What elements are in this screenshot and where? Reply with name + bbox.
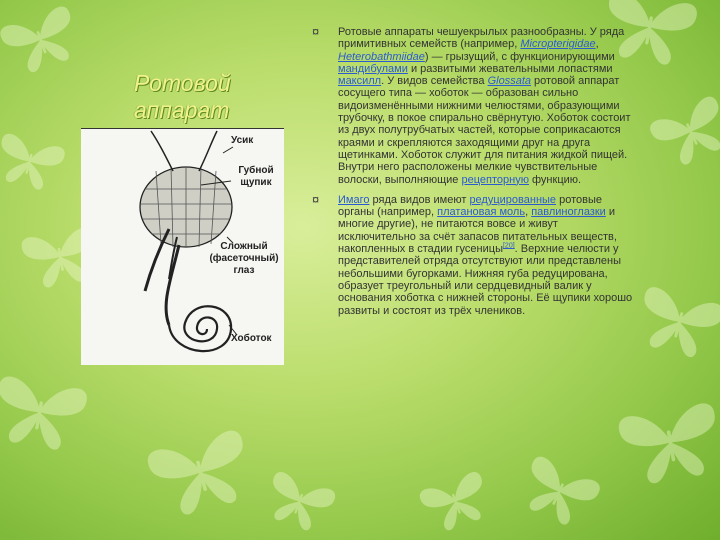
butterfly-icon [0, 132, 66, 194]
p2-text-3: , [525, 206, 532, 219]
content-column [312, 26, 634, 325]
butterfly-icon [617, 402, 720, 488]
p1-text-3: ) — грызущий, с функционирующими [424, 50, 615, 63]
paragraph-imago [312, 191, 634, 317]
p2-text-2: ротовые органы (например, [338, 193, 602, 219]
p1-text-6: ротовой аппарат сосущего типа — хоботок — образован сильно видоизменёнными нижними челюстями, образующими трубочку, в покое спирально свёрнутую. Хоботок состоит из двух полутрубчатых частей, которые соприкасаются краями и скрепляются заходящими друг на друга щетинками. Хоботок служит для питания жидкой пищей. Внутри него расположены мелкие чувствительные волоски, выполняющие [338, 75, 631, 186]
butterfly-icon [647, 94, 720, 173]
p2-text-5: . Верхние челюсти у представителей отряда отсутствуют или представлены небольшими бугорками. Нижняя губа редуцирована, образует треугольный или сердцевидный валик у основания хоботка с нижней стороны. Её щупики хорошо развиты и состоят из трёх члеников. [338, 243, 633, 317]
leader-line-antenna [223, 147, 233, 153]
butterfly-icon [632, 285, 720, 363]
proboscis-illustration [81, 128, 284, 365]
label-compound-eye [205, 241, 283, 277]
label-eye-line-2: (фасеточный) [209, 253, 279, 264]
p1-text-7: функцию. [528, 173, 582, 186]
link-saturniidae[interactable]: павлиноглазки [531, 206, 606, 219]
butterfly-icon [145, 428, 257, 521]
label-proboscis: Хоботок [231, 333, 272, 344]
p1-text-2: , [595, 38, 599, 51]
antenna-right [199, 131, 217, 171]
label-palp-line-2: щупик [240, 177, 272, 188]
slide-title [134, 70, 274, 124]
antenna-left [151, 131, 173, 171]
butterfly-icon [261, 470, 338, 536]
link-heterobathmiidae[interactable]: Heterobathmiidae [338, 50, 425, 63]
label-antenna: Усик [231, 135, 254, 146]
link-mandibles[interactable]: мандибулами [338, 62, 408, 75]
butterfly-icon [514, 454, 602, 533]
link-imago[interactable]: Имаго [338, 193, 370, 206]
bullet-icon: ¤ [312, 191, 320, 207]
link-platanus-moth[interactable]: платановая моль [437, 206, 526, 219]
label-palp [229, 165, 283, 189]
p1-text-4: и развитыми жевательными лопастями [407, 62, 613, 75]
butterfly-icon [0, 375, 89, 454]
label-eye-line-3: глаз [233, 265, 255, 276]
link-micropterigidae[interactable]: Micropterigidae [520, 38, 596, 51]
butterfly-icon [0, 4, 84, 78]
link-receptor[interactable]: рецепторную [461, 173, 529, 186]
link-reduced[interactable]: редуцированные [469, 193, 557, 206]
citation-20-link[interactable]: [20] [502, 242, 515, 250]
p1-text-1: Ротовые аппараты чешуекрылых разнообразны. У ряда примитивных семейств (например, [338, 26, 625, 51]
p2-text-4: и многие другие), не питаются вовсе и живут исключительно за счёт запасов питательных веществ, накопленных в стадии гусеницы [338, 206, 617, 256]
link-maxillae[interactable]: максилл [338, 75, 382, 88]
label-palp-line-1: Губной [238, 165, 274, 176]
p1-text-5: . У видов семейства [381, 75, 488, 88]
label-eye-line-1: Сложный [220, 241, 268, 252]
bullet-icon: ¤ [312, 24, 320, 39]
slide-title-line-2: аппарат [134, 97, 230, 123]
proboscis-spiral [169, 306, 231, 351]
butterfly-icon [418, 470, 495, 536]
slide-title-line-1: Ротовой [134, 70, 231, 96]
link-glossata[interactable]: Glossata [487, 75, 531, 88]
paragraph-mouthparts [312, 26, 634, 186]
p2-text-1: ряда видов имеют [369, 193, 470, 206]
